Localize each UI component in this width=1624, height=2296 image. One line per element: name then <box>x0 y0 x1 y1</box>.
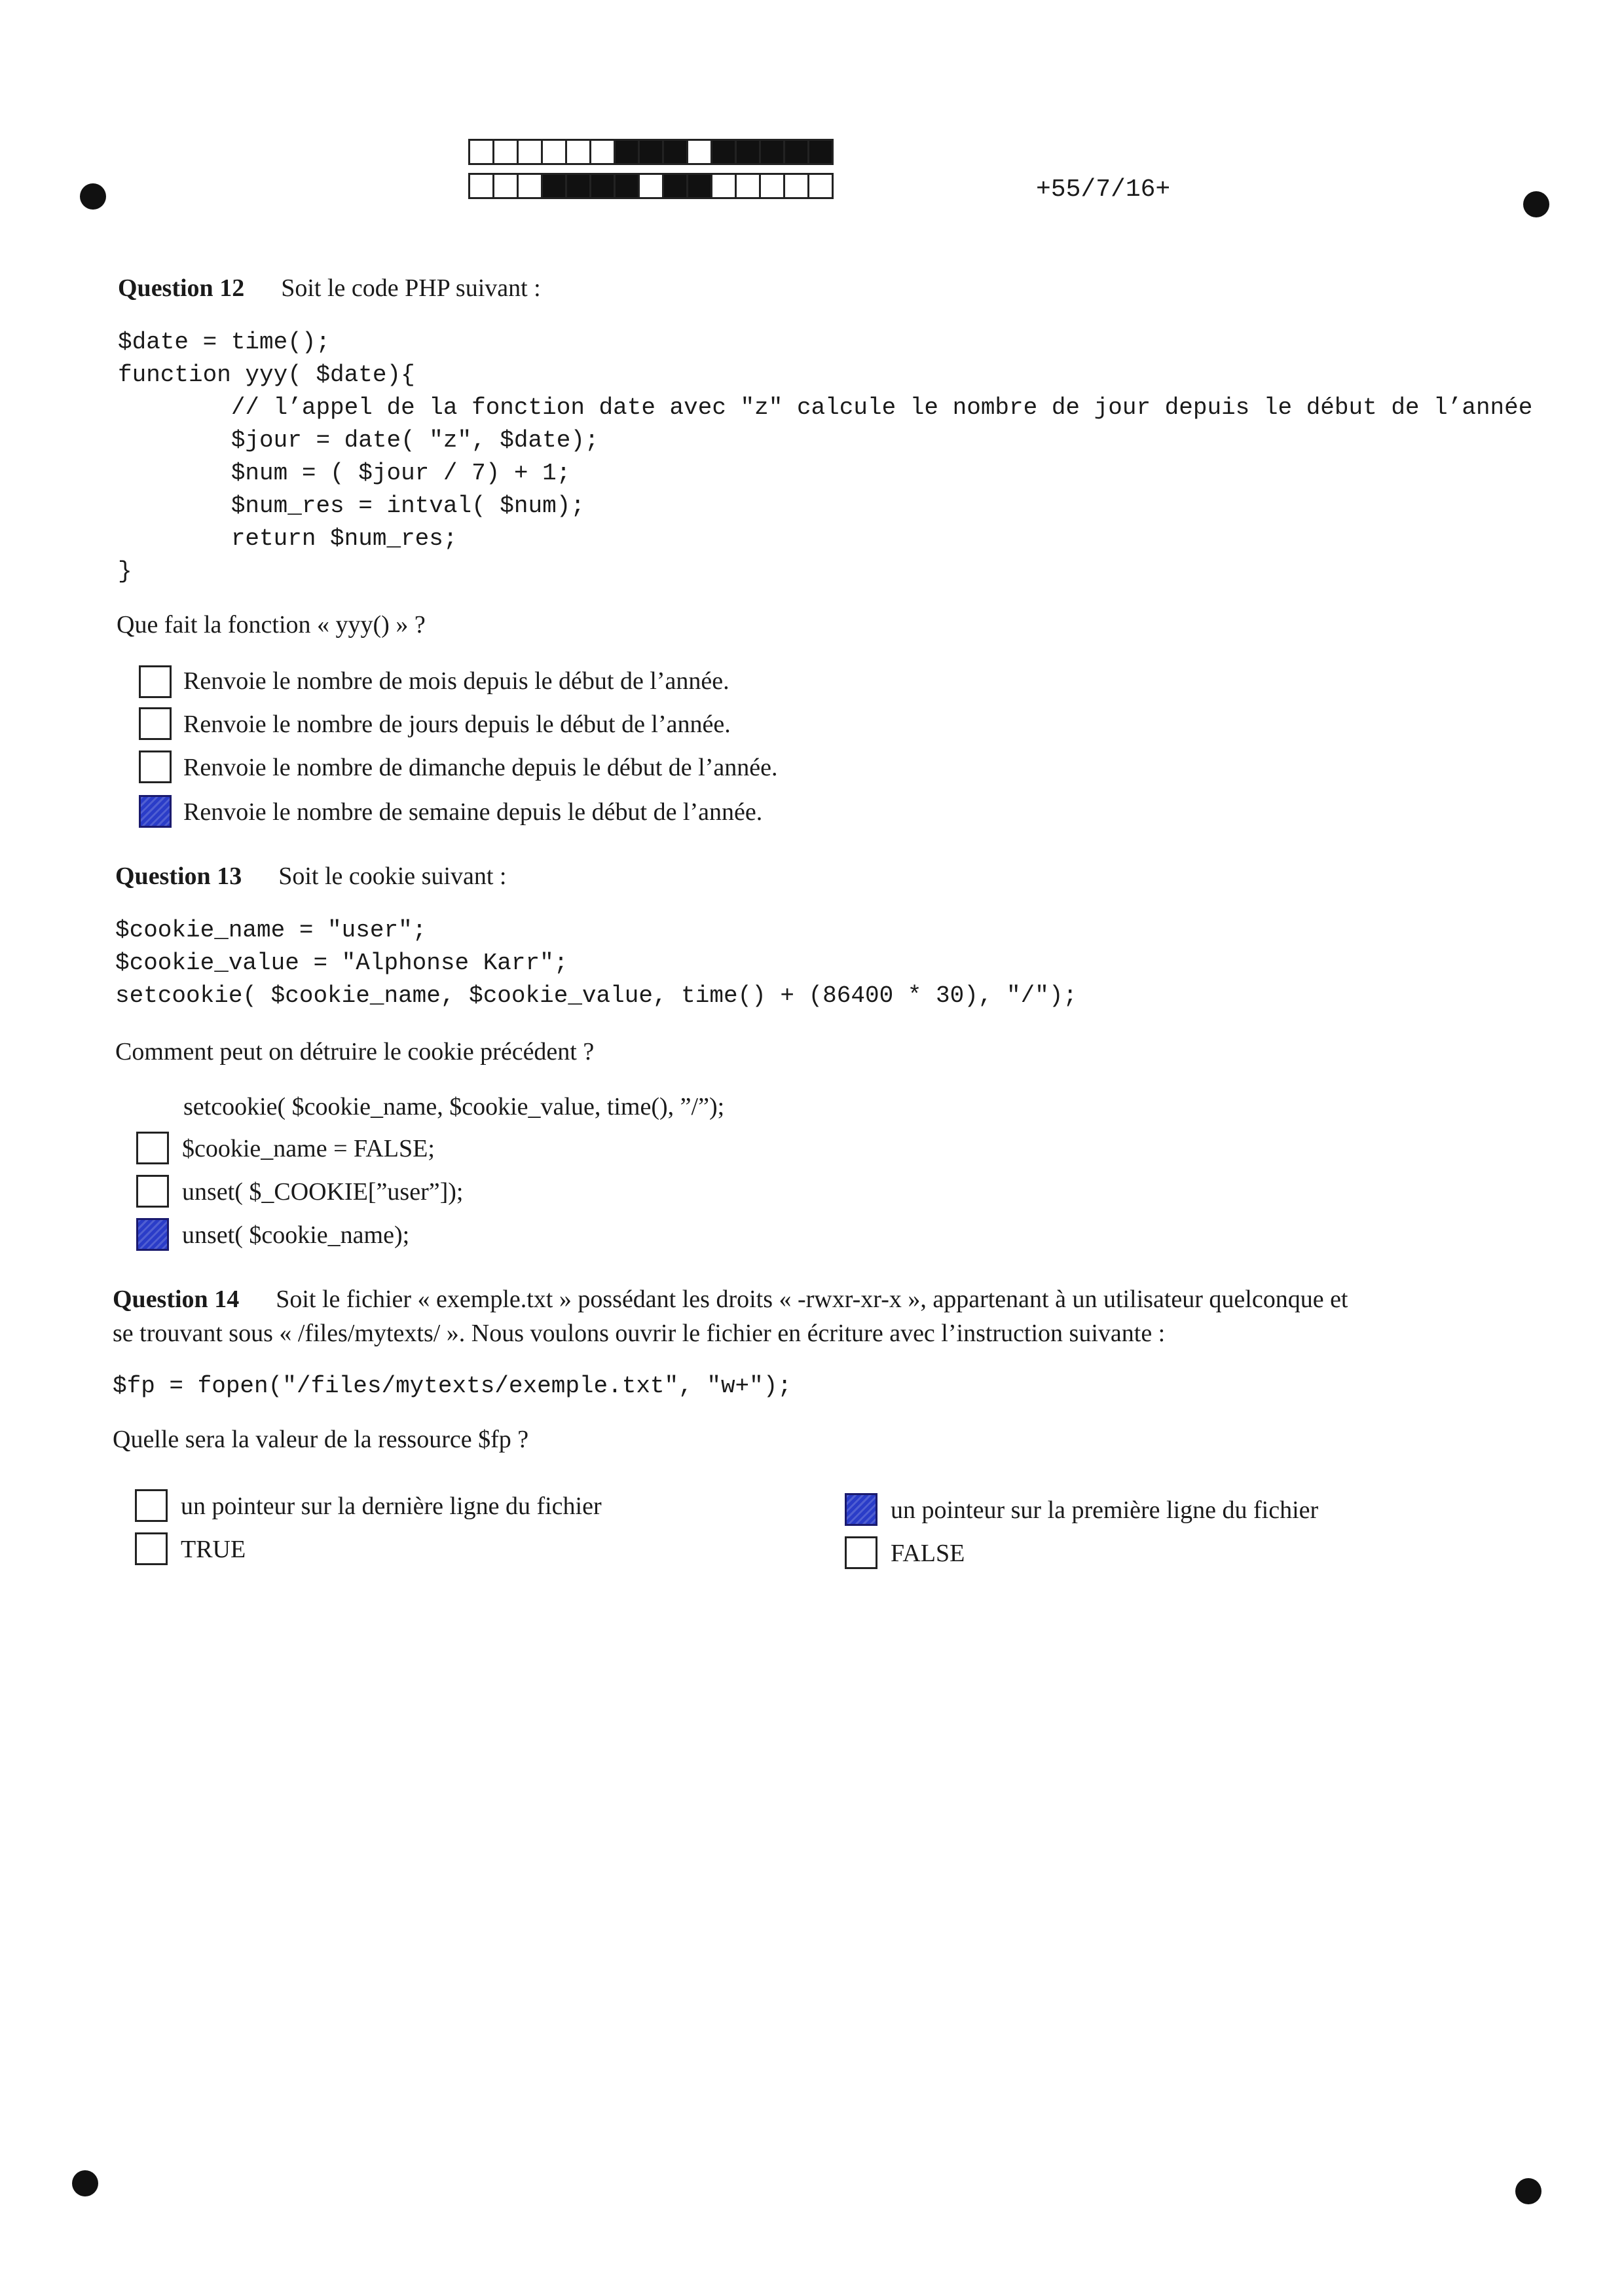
question-12-header <box>118 274 541 303</box>
answer-text: Renvoie le nombre de jours depuis le début de l’année. <box>183 711 731 738</box>
barcode-cell <box>614 139 640 165</box>
barcode-cell <box>589 173 616 199</box>
question-14-intro: Soit le fichier « exemple.txt » possédant les droits « -rwxr-xr-x », appartenant à un utilisateur quelconque et <box>276 1286 1348 1313</box>
question-12-intro: Soit le code PHP suivant : <box>281 274 541 302</box>
barcode-cell <box>686 139 712 165</box>
answer-text: FALSE <box>891 1540 965 1567</box>
page-barcode-row-2 <box>468 173 832 199</box>
barcode-cell <box>735 173 761 199</box>
answer-text: Renvoie le nombre de semaine depuis le début de l’année. <box>183 798 763 826</box>
barcode-cell <box>565 139 591 165</box>
answer-text: Renvoie le nombre de mois depuis le début de l’année. <box>183 667 729 695</box>
barcode-cell <box>541 173 567 199</box>
barcode-cell <box>492 139 519 165</box>
barcode-cell <box>783 173 809 199</box>
question-12-prompt: Que fait la fonction « yyy() » ? <box>117 611 426 639</box>
barcode-cell <box>807 173 834 199</box>
page-id: +55/7/16+ <box>1036 176 1171 204</box>
question-12-code: $date = time(); function yyy( $date){ // l’appel de la fonction date avec "z" calcule le nombre de jour depuis le début de l’année $jour = date( "z", $date); $num = ( $jour / 7) + 1; $num_res = intval( $num); return $num_res; } <box>118 329 1533 585</box>
registration-mark <box>72 2170 98 2196</box>
barcode-cell <box>662 139 688 165</box>
barcode-cell <box>517 173 543 199</box>
question-13-header <box>115 862 507 891</box>
barcode-cell <box>807 139 834 165</box>
answer-checkbox[interactable] <box>139 707 172 740</box>
barcode-cell <box>710 139 737 165</box>
barcode-cell <box>735 139 761 165</box>
question-13-intro: Soit le cookie suivant : <box>278 862 507 890</box>
question-14-prompt: Quelle sera la valeur de la ressource $fp ? <box>113 1426 529 1453</box>
question-14-intro-continued: se trouvant sous « /files/mytexts/ ». Nous voulons ouvrir le fichier en écriture avec l’instruction suivante : <box>113 1320 1166 1347</box>
question-14-header <box>113 1285 1348 1314</box>
question-12-label: Question 12 <box>118 274 245 302</box>
question-13-label: Question 13 <box>115 862 242 890</box>
registration-mark <box>80 183 106 210</box>
page-barcode-row-1 <box>468 139 832 165</box>
barcode-cell <box>759 139 785 165</box>
barcode-cell <box>638 173 664 199</box>
answer-text: setcookie( $cookie_name, $cookie_value, time(), ”/”); <box>183 1093 725 1120</box>
barcode-cell <box>468 139 494 165</box>
answer-text: un pointeur sur la dernière ligne du fichier <box>181 1492 602 1520</box>
barcode-cell <box>492 173 519 199</box>
answer-checkbox-checked[interactable] <box>136 1218 169 1251</box>
question-13-prompt: Comment peut on détruire le cookie précédent ? <box>115 1038 595 1065</box>
barcode-cell <box>541 139 567 165</box>
barcode-cell <box>565 173 591 199</box>
barcode-cell <box>638 139 664 165</box>
answer-checkbox[interactable] <box>136 1175 169 1208</box>
answer-text: unset( $_COOKIE[”user”]); <box>182 1178 464 1206</box>
barcode-cell <box>686 173 712 199</box>
answer-checkbox[interactable] <box>135 1532 168 1565</box>
question-13-code: $cookie_name = "user"; $cookie_value = "Alphonse Karr"; setcookie( $cookie_name, $cookie_value, time() + (86400 * 30), "/"); <box>115 917 1078 1009</box>
registration-mark <box>1515 2178 1541 2204</box>
answer-text: un pointeur sur la première ligne du fichier <box>891 1496 1319 1524</box>
barcode-cell <box>759 173 785 199</box>
question-14-label: Question 14 <box>113 1286 240 1313</box>
answer-text: $cookie_name = FALSE; <box>182 1135 435 1162</box>
answer-checkbox[interactable] <box>136 1132 169 1164</box>
question-14-code: $fp = fopen("/files/mytexts/exemple.txt", "w+"); <box>113 1373 792 1399</box>
barcode-cell <box>517 139 543 165</box>
answer-checkbox-checked[interactable] <box>139 795 172 828</box>
barcode-cell <box>710 173 737 199</box>
barcode-cell <box>662 173 688 199</box>
barcode-cell <box>614 173 640 199</box>
answer-checkbox[interactable] <box>845 1536 877 1569</box>
answer-text: unset( $cookie_name); <box>182 1221 410 1249</box>
barcode-cell <box>589 139 616 165</box>
registration-mark <box>1523 191 1549 217</box>
answer-checkbox[interactable] <box>139 750 172 783</box>
barcode-cell <box>468 173 494 199</box>
answer-text: TRUE <box>181 1536 246 1563</box>
answer-checkbox-checked[interactable] <box>845 1493 877 1526</box>
answer-checkbox[interactable] <box>139 665 172 698</box>
barcode-cell <box>783 139 809 165</box>
answer-text: Renvoie le nombre de dimanche depuis le début de l’année. <box>183 754 778 781</box>
answer-checkbox[interactable] <box>135 1489 168 1522</box>
